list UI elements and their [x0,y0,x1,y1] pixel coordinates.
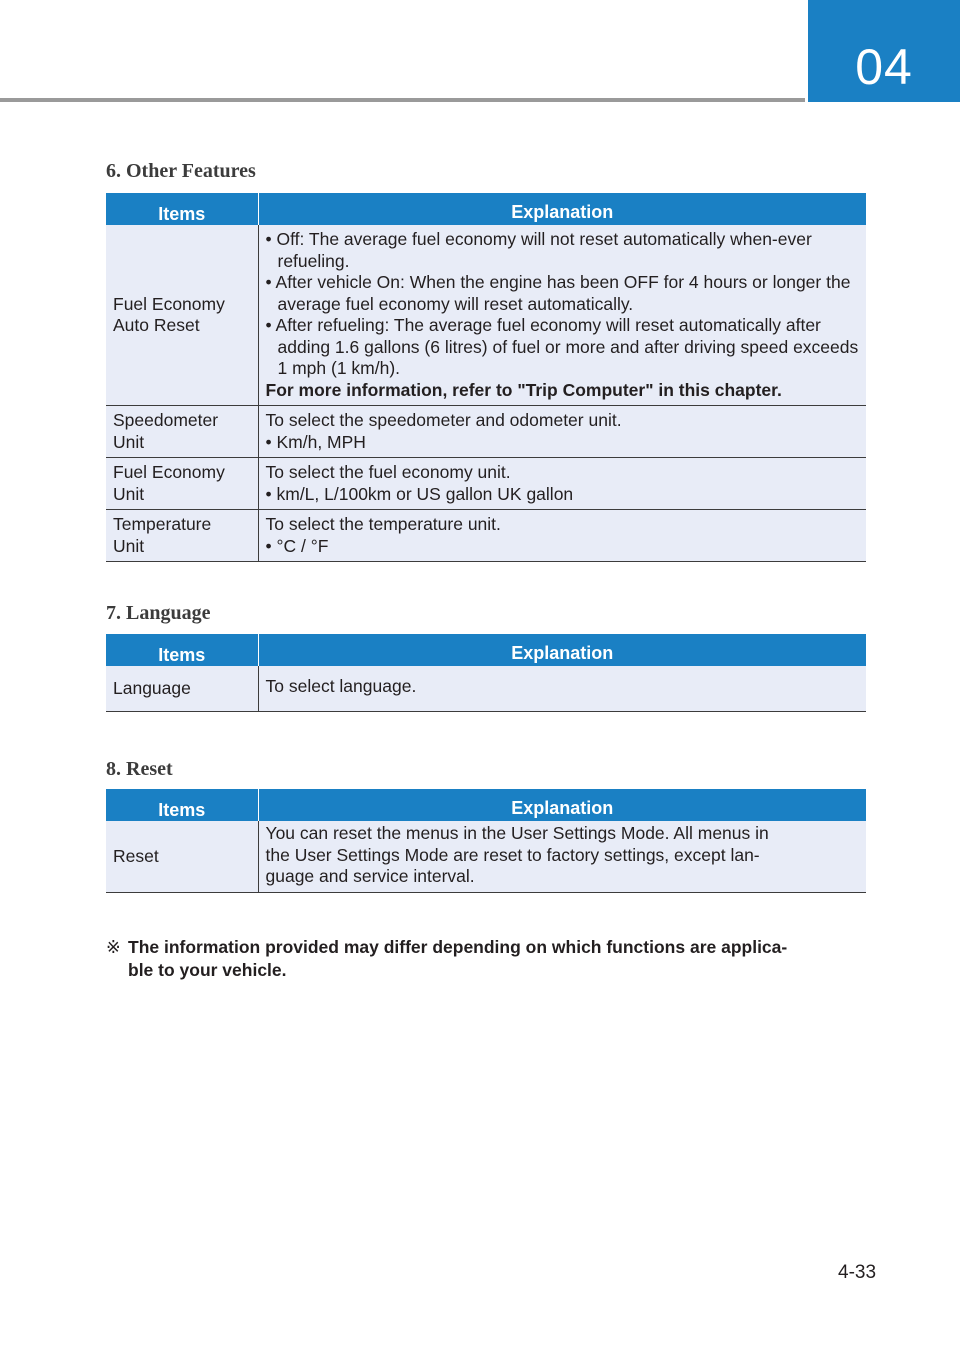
table-header-row [106,193,866,225]
item-label-line2: Unit [113,483,145,504]
header-rule [0,98,805,102]
explanation-bullet: • °C / °F [265,535,329,556]
explanation-cell [258,510,866,562]
item-label-line2: Unit [113,431,145,452]
other-features-table [106,193,866,562]
header-items: Items [106,789,258,821]
item-cell [106,225,258,406]
explanation-line: You can reset the menus in the User Settings Mode. All menus in [265,823,769,843]
explanation-bullet: • Km/h, MPH [265,431,366,452]
item-cell [106,510,258,562]
header-explanation: Explanation [258,634,866,666]
item-label-line2: Unit [113,535,145,556]
table-header-row [106,634,866,666]
item-label-line2: Auto Reset [113,315,200,335]
explanation-cell [258,666,866,711]
table-row [106,666,866,711]
item-cell [106,406,258,458]
explanation-line: the User Settings Mode are reset to factory settings, except lan- [265,844,760,865]
bullet-after-refueling: • After refueling: The average fuel economy will reset automatically after adding 1.6 gallons (6 litres) of fuel or more and after driving speed exceeds 1 mph (1 km/h). [265,315,859,378]
section-title-reset: 8. Reset [106,758,173,780]
chapter-tab [808,0,960,102]
item-cell [106,458,258,510]
note-line2: ble to your vehicle. [128,960,287,980]
explanation-text: To select the temperature unit. [265,514,501,534]
explanation-text: To select language. [265,676,417,696]
bullet-after-vehicle-on: • After vehicle On: When the engine has been OFF for 4 hours or longer the average fuel economy will reset automatically. [265,272,851,314]
page-number: 4-33 [838,1262,877,1283]
disclaimer-note [106,936,876,982]
table-header-row [106,789,866,821]
note-line1: The information provided may differ depending on which functions are applica- [128,937,788,957]
header-explanation: Explanation [258,789,866,821]
table-row [106,406,866,458]
chapter-number: 04 [855,39,913,95]
explanation-bullet: • km/L, L/100km or US gallon UK gallon [265,483,574,504]
reference-mark-icon: ※ [106,937,121,957]
header-items: Items [106,193,258,225]
item-label-line1: Fuel Economy [113,462,225,482]
more-info-note: For more information, refer to "Trip Computer" in this chapter. [265,379,782,400]
item-label-line1: Fuel Economy [113,293,225,314]
item-cell [106,821,258,892]
explanation-cell [258,458,866,510]
explanation-cell [258,821,866,892]
item-label: Language [113,677,191,698]
section-title-language: 7. Language [106,602,211,624]
explanation-cell [258,225,866,406]
explanation-line: guage and service interval. [265,866,475,886]
item-label: Reset [113,845,159,866]
language-table [106,634,866,712]
table-row [106,225,866,406]
table-row [106,821,866,892]
item-label-line1: Temperature [113,514,212,534]
item-label-line1: Speedometer [113,410,219,430]
explanation-text: To select the fuel economy unit. [265,462,511,482]
section-title-other-features: 6. Other Features [106,160,256,182]
reset-table [106,789,866,893]
header-items: Items [106,634,258,666]
item-cell [106,666,258,711]
explanation-text: To select the speedometer and odometer unit. [265,410,622,430]
explanation-cell [258,406,866,458]
header-explanation: Explanation [258,193,866,225]
table-row [106,510,866,562]
bullet-off: • Off: The average fuel economy will not reset automatically when-ever refueling. [265,229,812,271]
table-row [106,458,866,510]
